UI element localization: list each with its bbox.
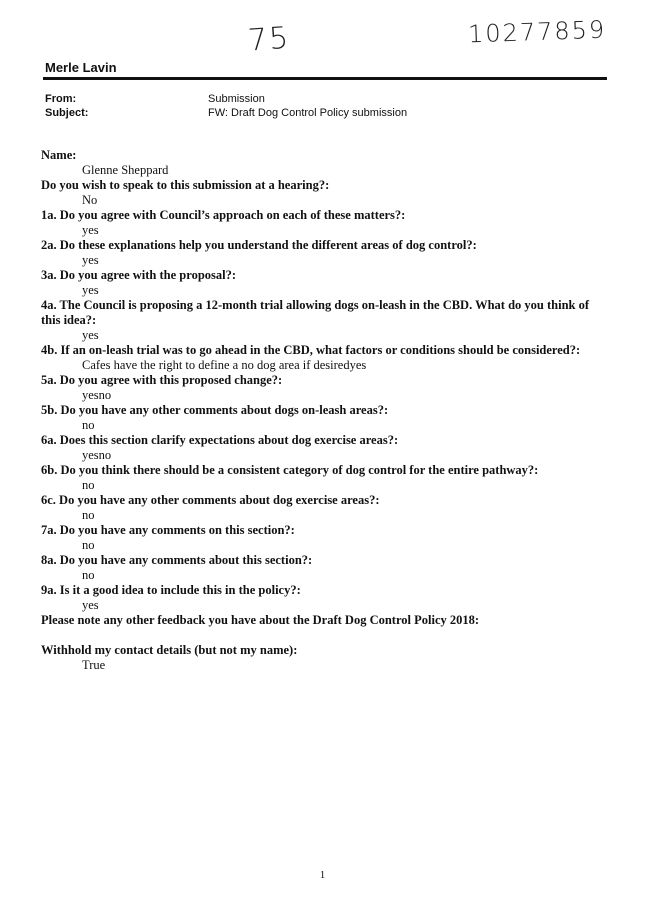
answer-hearing: No	[82, 193, 98, 207]
question-6c: 6c. Do you have any other comments about dog exercise areas?:	[41, 493, 380, 507]
name-label: Name:	[41, 148, 77, 162]
question-4b: 4b. If an on-leash trial was to go ahead in the CBD, what factors or conditions should be considered?:	[41, 343, 581, 357]
answer-5b: no	[82, 418, 95, 432]
question-1a: 1a. Do you agree with Council’s approach on each of these matters?:	[41, 208, 406, 222]
question-6b: 6b. Do you think there should be a consistent category of dog control for the entire pathway?:	[41, 463, 539, 477]
subject-value: FW: Draft Dog Control Policy submission	[208, 107, 408, 119]
question-withhold: Withhold my contact details (but not my name):	[41, 643, 298, 657]
question-3a: 3a. Do you agree with the proposal?:	[41, 268, 237, 282]
handwritten-annotation-left: 75	[246, 20, 292, 59]
answer-4b: Cafes have the right to define a no dog area if desiredyes	[82, 358, 367, 372]
question-7a: 7a. Do you have any comments on this section?:	[41, 523, 295, 537]
subject-label: Subject:	[45, 107, 89, 119]
answer-6a: yesno	[82, 448, 112, 462]
answer-4a: yes	[82, 328, 99, 342]
answer-withhold: True	[82, 658, 106, 672]
answer-9a: yes	[82, 598, 99, 612]
answer-1a: yes	[82, 223, 99, 237]
question-8a: 8a. Do you have any comments about this section?:	[41, 553, 313, 567]
question-6a: 6a. Does this section clarify expectations about dog exercise areas?:	[41, 433, 399, 447]
question-hearing: Do you wish to speak to this submission at a hearing?:	[41, 178, 330, 192]
sender-name: Merle Lavin	[45, 60, 117, 75]
question-9a: 9a. Is it a good idea to include this in the policy?:	[41, 583, 301, 597]
from-label: From:	[45, 93, 77, 105]
page-number: 1	[319, 869, 326, 881]
question-feedback: Please note any other feedback you have about the Draft Dog Control Policy 2018:	[41, 613, 480, 627]
blank-line	[41, 628, 611, 643]
from-value: Submission	[208, 93, 265, 105]
handwritten-annotation-right: 10277859	[467, 15, 607, 49]
answer-6b: no	[82, 478, 95, 492]
submission-body	[41, 148, 611, 673]
answer-5a: yesno	[82, 388, 112, 402]
question-5a: 5a. Do you agree with this proposed change?:	[41, 373, 283, 387]
answer-3a: yes	[82, 283, 99, 297]
answer-6c: no	[82, 508, 95, 522]
question-2a: 2a. Do these explanations help you understand the different areas of dog control?:	[41, 238, 477, 252]
question-4a: 4a. The Council is proposing a 12-month trial allowing dogs on-leash in the CBD. What do you think of this idea?:	[41, 298, 590, 327]
header-divider	[43, 77, 607, 80]
name-value: Glenne Sheppard	[82, 163, 169, 177]
answer-7a: no	[82, 538, 95, 552]
answer-2a: yes	[82, 253, 99, 267]
answer-8a: no	[82, 568, 95, 582]
question-5b: 5b. Do you have any other comments about dogs on-leash areas?:	[41, 403, 389, 417]
